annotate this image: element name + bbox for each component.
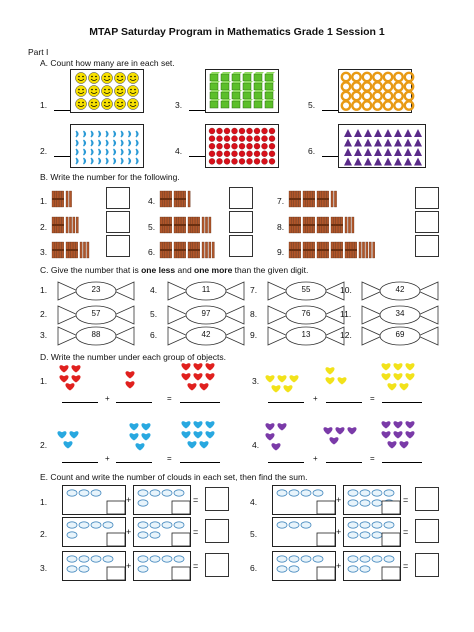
sum-answer-box[interactable] xyxy=(415,553,439,577)
item-label: 1. xyxy=(40,285,48,295)
part-heading: Part I xyxy=(28,47,49,57)
answer-blank[interactable] xyxy=(268,461,304,463)
green-cube-icon xyxy=(206,70,278,112)
given-number: 13 xyxy=(301,330,311,339)
answer-box[interactable] xyxy=(415,211,439,233)
heart-group xyxy=(262,418,294,454)
equals-sign: = xyxy=(403,561,409,571)
cloud-set-box xyxy=(272,551,336,581)
answer-box[interactable] xyxy=(415,187,439,209)
stick-bundles xyxy=(160,191,270,209)
blue-crescent-icon xyxy=(71,125,143,167)
sum-answer-box[interactable] xyxy=(205,553,229,577)
plus-sign: + xyxy=(336,527,342,537)
item-label: 4. xyxy=(150,285,158,295)
cloud-icon xyxy=(273,518,335,546)
cloud-icon xyxy=(134,552,190,580)
cloud-set-box xyxy=(62,517,126,547)
count-set-box xyxy=(70,124,144,168)
count-set-box xyxy=(338,124,426,168)
given-number: 88 xyxy=(91,330,101,339)
heart-group xyxy=(126,418,158,454)
answer-blank[interactable] xyxy=(189,109,205,111)
answer-box[interactable] xyxy=(229,187,253,209)
heart-group xyxy=(378,418,420,452)
heart-group xyxy=(378,360,420,394)
item-label: 3. xyxy=(40,330,48,340)
item-label: 3. xyxy=(252,376,260,386)
item-label: 12. xyxy=(340,330,352,340)
plus-sign: + xyxy=(126,495,132,505)
heart-group xyxy=(56,360,92,394)
count-set-box xyxy=(338,69,412,113)
equals-sign: = xyxy=(403,495,409,505)
given-number: 97 xyxy=(201,309,211,318)
item-label: 1. xyxy=(40,196,48,206)
cloud-set-box xyxy=(343,485,401,515)
item-label: 7. xyxy=(277,196,285,206)
cloud-icon xyxy=(63,552,125,580)
given-number: 57 xyxy=(91,309,101,318)
answer-blank[interactable] xyxy=(62,461,98,463)
item-label: 4. xyxy=(250,497,258,507)
cloud-icon xyxy=(134,518,190,546)
stick-bundles xyxy=(160,217,270,235)
purple-triangle-icon xyxy=(339,125,425,167)
answer-box[interactable] xyxy=(106,187,130,209)
plus-sign: + xyxy=(105,394,110,403)
equals-sign: = xyxy=(370,454,375,463)
item-label: 6. xyxy=(150,330,158,340)
instruction-text: C. Give the number that is xyxy=(40,265,142,275)
answer-blank[interactable] xyxy=(326,461,362,463)
count-set-box xyxy=(205,69,279,113)
equals-sign: = xyxy=(167,394,172,403)
item-label: 7. xyxy=(250,285,258,295)
cloud-icon xyxy=(273,486,335,514)
answer-blank[interactable] xyxy=(62,401,98,403)
stick-bundles xyxy=(289,217,399,235)
answer-blank[interactable] xyxy=(268,401,304,403)
cloud-icon xyxy=(344,518,400,546)
item-label: 10. xyxy=(340,285,352,295)
item-label: 2. xyxy=(40,529,48,539)
cloud-icon xyxy=(63,486,125,514)
equals-sign: = xyxy=(403,527,409,537)
item-label: 2. xyxy=(40,222,48,232)
sum-answer-box[interactable] xyxy=(415,487,439,511)
cloud-icon xyxy=(344,552,400,580)
heart-group xyxy=(178,360,220,394)
cloud-set-box xyxy=(62,551,126,581)
given-number: 42 xyxy=(395,285,405,294)
item-label: 2. xyxy=(40,146,48,156)
given-number: 55 xyxy=(301,285,311,294)
item-label: 4. xyxy=(148,196,156,206)
instruction-text: and xyxy=(175,265,195,275)
item-label: 6. xyxy=(308,146,316,156)
count-set-box xyxy=(70,69,144,113)
plus-sign: + xyxy=(336,561,342,571)
one-less-emphasis: one less xyxy=(141,265,176,275)
cloud-icon xyxy=(273,552,335,580)
answer-blank[interactable] xyxy=(180,401,220,403)
given-number: 76 xyxy=(301,309,311,318)
cloud-set-box xyxy=(272,485,336,515)
equals-sign: = xyxy=(167,454,172,463)
heart-group xyxy=(320,362,354,392)
item-label: 11. xyxy=(340,309,352,319)
cloud-set-box xyxy=(133,517,191,547)
section-b-instruction: B. Write the number for the following. xyxy=(40,172,180,182)
stick-bundles xyxy=(289,242,399,260)
answer-blank[interactable] xyxy=(54,109,70,111)
answer-box[interactable] xyxy=(229,235,253,257)
item-label: 4. xyxy=(175,146,183,156)
heart-group xyxy=(320,420,360,450)
plus-sign: + xyxy=(126,527,132,537)
item-label: 2. xyxy=(40,309,48,319)
instruction-text: than the given digit. xyxy=(232,265,309,275)
donut-ring-icon xyxy=(339,70,411,112)
stick-bundles xyxy=(160,242,270,260)
cloud-set-box xyxy=(343,551,401,581)
item-label: 1. xyxy=(40,497,48,507)
item-label: 3. xyxy=(40,563,48,573)
answer-blank[interactable] xyxy=(116,461,152,463)
given-number: 11 xyxy=(201,285,211,294)
section-e-instruction: E. Count and write the number of clouds in each set, then find the sum. xyxy=(40,472,308,482)
given-number: 34 xyxy=(395,309,405,318)
one-more-emphasis: one more xyxy=(194,265,233,275)
answer-blank[interactable] xyxy=(180,461,220,463)
section-a-instruction: A. Count how many are in each set. xyxy=(40,58,175,68)
heart-group xyxy=(262,368,302,396)
answer-blank[interactable] xyxy=(54,155,70,157)
answer-blank[interactable] xyxy=(382,401,422,403)
given-number: 42 xyxy=(201,330,211,339)
sum-answer-box[interactable] xyxy=(205,487,229,511)
item-label: 6. xyxy=(148,247,156,257)
cloud-set-box xyxy=(133,551,191,581)
item-label: 2. xyxy=(40,440,48,450)
item-label: 5. xyxy=(308,100,316,110)
item-label: 5. xyxy=(150,309,158,319)
red-circle-icon xyxy=(206,125,278,167)
given-number: 23 xyxy=(91,285,101,294)
equals-sign: = xyxy=(193,561,199,571)
answer-blank[interactable] xyxy=(322,109,338,111)
item-label: 9. xyxy=(250,330,258,340)
cloud-set-box xyxy=(133,485,191,515)
cloud-set-box xyxy=(272,517,336,547)
answer-blank[interactable] xyxy=(322,155,338,157)
answer-blank[interactable] xyxy=(382,461,422,463)
heart-group xyxy=(178,418,220,452)
heart-group xyxy=(120,364,150,394)
answer-box[interactable] xyxy=(415,235,439,257)
item-label: 6. xyxy=(250,563,258,573)
equals-sign: = xyxy=(370,394,375,403)
item-label: 5. xyxy=(250,529,258,539)
equals-sign: = xyxy=(193,527,199,537)
answer-box[interactable] xyxy=(106,211,130,233)
section-d-instruction: D. Write the number under each group of objects. xyxy=(40,352,226,362)
item-label: 9. xyxy=(277,247,285,257)
page-title: MTAP Saturday Program in Mathematics Grade 1 Session 1 xyxy=(89,26,385,38)
cloud-icon xyxy=(344,486,400,514)
plus-sign: + xyxy=(313,454,318,463)
item-label: 1. xyxy=(40,376,48,386)
plus-sign: + xyxy=(313,394,318,403)
plus-sign: + xyxy=(336,495,342,505)
stick-bundles xyxy=(289,191,399,209)
item-label: 1. xyxy=(40,100,48,110)
sum-answer-box[interactable] xyxy=(205,519,229,543)
section-c-instruction xyxy=(40,265,308,275)
item-label: 8. xyxy=(277,222,285,232)
plus-sign: + xyxy=(126,561,132,571)
cloud-set-box xyxy=(343,517,401,547)
item-label: 4. xyxy=(252,440,260,450)
answer-box[interactable] xyxy=(106,235,130,257)
item-label: 3. xyxy=(175,100,183,110)
heart-group xyxy=(52,424,86,454)
sum-answer-box[interactable] xyxy=(415,519,439,543)
cloud-icon xyxy=(63,518,125,546)
plus-sign: + xyxy=(105,454,110,463)
equals-sign: = xyxy=(193,495,199,505)
answer-box[interactable] xyxy=(229,211,253,233)
answer-blank[interactable] xyxy=(189,155,205,157)
item-label: 5. xyxy=(148,222,156,232)
answer-blank[interactable] xyxy=(326,401,362,403)
cloud-set-box xyxy=(62,485,126,515)
item-label: 8. xyxy=(250,309,258,319)
count-set-box xyxy=(205,124,279,168)
given-number: 69 xyxy=(395,330,405,339)
cloud-icon xyxy=(134,486,190,514)
answer-blank[interactable] xyxy=(116,401,152,403)
smiley-face-icon xyxy=(71,70,143,112)
item-label: 3. xyxy=(40,247,48,257)
